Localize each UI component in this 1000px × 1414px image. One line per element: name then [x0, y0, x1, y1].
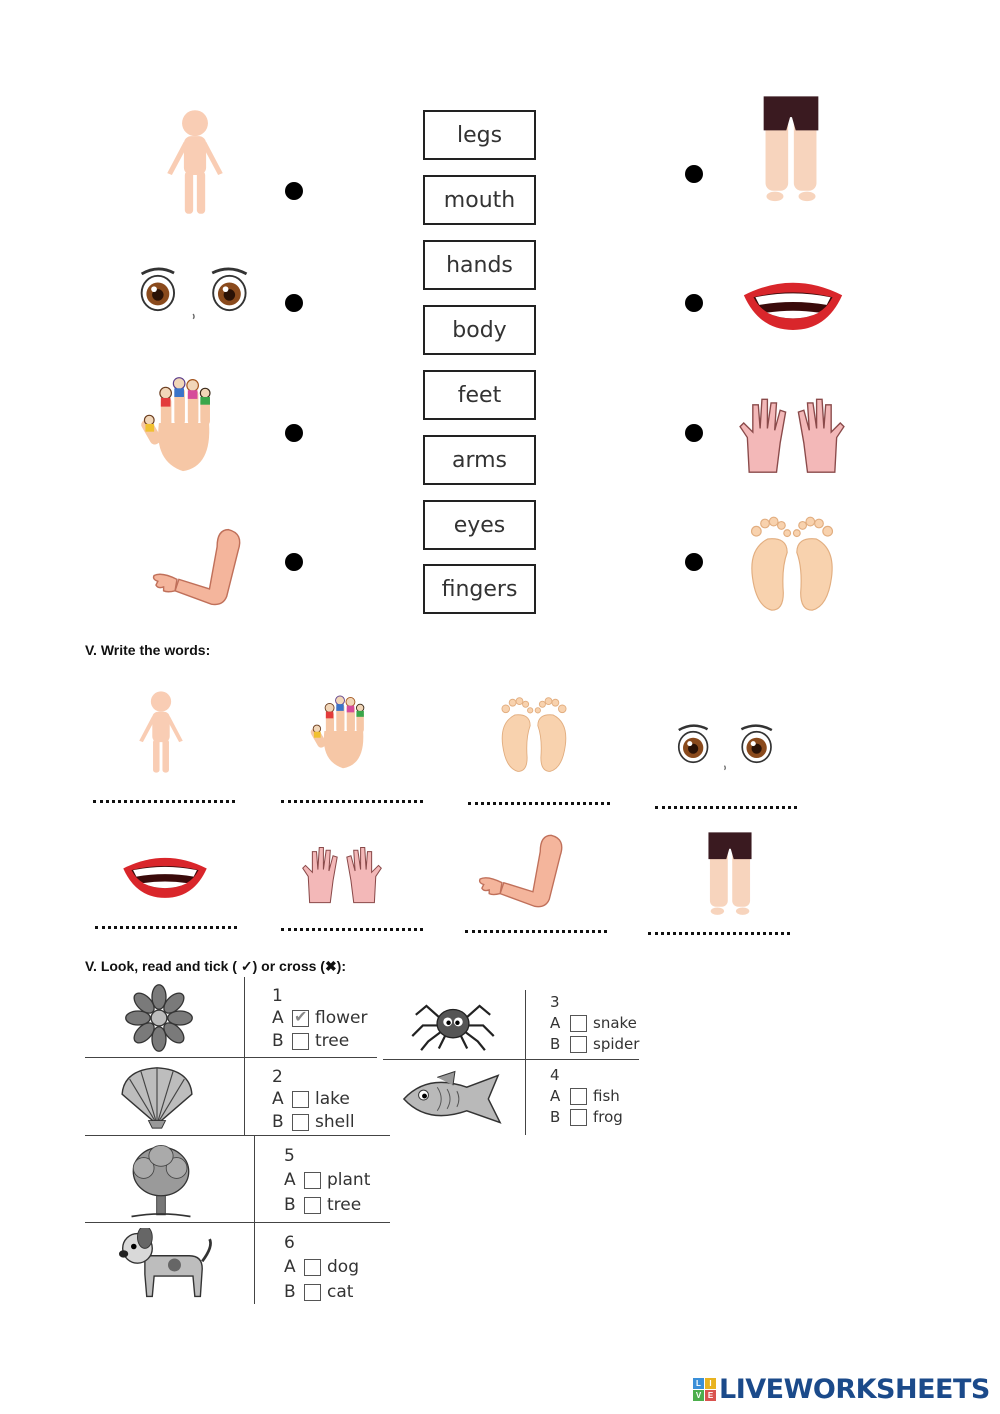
question-number: 3 — [550, 993, 560, 1011]
question-5-option-b[interactable]: B tree — [284, 1195, 362, 1215]
word-box-feet[interactable]: feet — [423, 370, 536, 420]
checkbox[interactable] — [570, 1036, 587, 1053]
table-divider — [383, 1059, 639, 1060]
answer-line-2[interactable] — [281, 800, 423, 803]
question-2-option-b[interactable]: B shell — [272, 1112, 355, 1132]
question-1-option-b[interactable]: B tree — [272, 1031, 350, 1051]
write-feet-picture — [492, 692, 576, 776]
checkbox[interactable] — [570, 1015, 587, 1032]
dog-picture — [116, 1228, 220, 1302]
match-dot-left-1[interactable] — [285, 182, 303, 200]
write-eyes-picture — [672, 720, 782, 774]
mouth-picture — [740, 272, 846, 334]
fish-picture — [398, 1068, 506, 1130]
question-number: 6 — [284, 1233, 295, 1253]
table-divider — [85, 1057, 377, 1058]
spider-picture — [408, 990, 498, 1052]
question-4-option-a[interactable]: A fish — [550, 1087, 620, 1105]
answer-line-8[interactable] — [648, 932, 790, 935]
feet-picture — [738, 510, 846, 616]
write-legs-picture — [704, 830, 756, 924]
checkbox[interactable] — [570, 1088, 587, 1105]
question-6-option-b[interactable]: B cat — [284, 1282, 354, 1302]
checkbox[interactable] — [292, 1114, 309, 1131]
checkbox[interactable] — [292, 1010, 309, 1027]
match-dot-right-2[interactable] — [685, 294, 703, 312]
logo-text: LIVEWORKSHEETS — [719, 1374, 990, 1405]
arm-picture — [148, 522, 248, 608]
liveworksheets-logo[interactable] — [693, 1374, 990, 1405]
word-box-mouth[interactable]: mouth — [423, 175, 536, 225]
word-box-eyes[interactable]: eyes — [423, 500, 536, 550]
word-box-fingers[interactable]: fingers — [423, 564, 536, 614]
match-dot-left-3[interactable] — [285, 424, 303, 442]
write-arm-picture — [472, 828, 572, 910]
question-number: 5 — [284, 1146, 295, 1166]
question-number: 4 — [550, 1066, 560, 1084]
write-hands-picture — [294, 842, 390, 904]
checkbox[interactable] — [304, 1197, 321, 1214]
hands-picture — [728, 392, 856, 474]
answer-line-5[interactable] — [95, 926, 237, 929]
write-mouth-picture — [120, 848, 210, 902]
checkbox[interactable] — [304, 1172, 321, 1189]
tree-picture — [126, 1142, 196, 1220]
question-3-option-a[interactable]: A snake — [550, 1014, 637, 1032]
table-divider — [525, 990, 526, 1135]
tick-cross-heading: V. Look, read and tick ( ✓) or cross (✖): — [85, 958, 346, 974]
logo-icon: L I V E — [693, 1378, 716, 1401]
table-divider — [85, 1135, 390, 1136]
answer-line-4[interactable] — [655, 806, 797, 809]
table-divider — [254, 1136, 255, 1304]
eyes-picture — [134, 264, 258, 322]
checkbox[interactable] — [570, 1109, 587, 1126]
match-dot-right-1[interactable] — [685, 165, 703, 183]
answer-line-3[interactable] — [468, 802, 610, 805]
question-2-option-a[interactable]: A lake — [272, 1089, 350, 1109]
question-1-option-a[interactable]: A ✔ flower — [272, 1008, 367, 1028]
write-body-picture — [132, 684, 190, 780]
answer-line-7[interactable] — [465, 930, 607, 933]
answer-line-6[interactable] — [281, 928, 423, 931]
match-dot-left-4[interactable] — [285, 553, 303, 571]
question-4-option-b[interactable]: B frog — [550, 1108, 623, 1126]
checkbox[interactable] — [304, 1259, 321, 1276]
word-box-legs[interactable]: legs — [423, 110, 536, 160]
shell-picture — [114, 1064, 200, 1130]
match-dot-right-3[interactable] — [685, 424, 703, 442]
write-fingers-picture — [308, 690, 378, 772]
word-box-arms[interactable]: arms — [423, 435, 536, 485]
table-divider — [244, 977, 245, 1135]
fingers-picture — [138, 370, 228, 476]
flower-picture — [124, 983, 194, 1053]
table-divider — [85, 1222, 390, 1223]
checkbox[interactable] — [304, 1284, 321, 1301]
match-dot-left-2[interactable] — [285, 294, 303, 312]
question-6-option-a[interactable]: A dog — [284, 1257, 359, 1277]
write-words-heading: V. Write the words: — [85, 642, 211, 658]
question-3-option-b[interactable]: B spider — [550, 1035, 640, 1053]
checkbox[interactable] — [292, 1033, 309, 1050]
legs-picture — [758, 96, 824, 210]
question-number: 1 — [272, 986, 283, 1006]
body-picture — [158, 100, 232, 224]
word-box-body[interactable]: body — [423, 305, 536, 355]
match-dot-right-4[interactable] — [685, 553, 703, 571]
question-number: 2 — [272, 1067, 283, 1087]
word-box-hands[interactable]: hands — [423, 240, 536, 290]
question-5-option-a[interactable]: A plant — [284, 1170, 371, 1190]
checkbox[interactable] — [292, 1091, 309, 1108]
answer-line-1[interactable] — [93, 800, 235, 803]
